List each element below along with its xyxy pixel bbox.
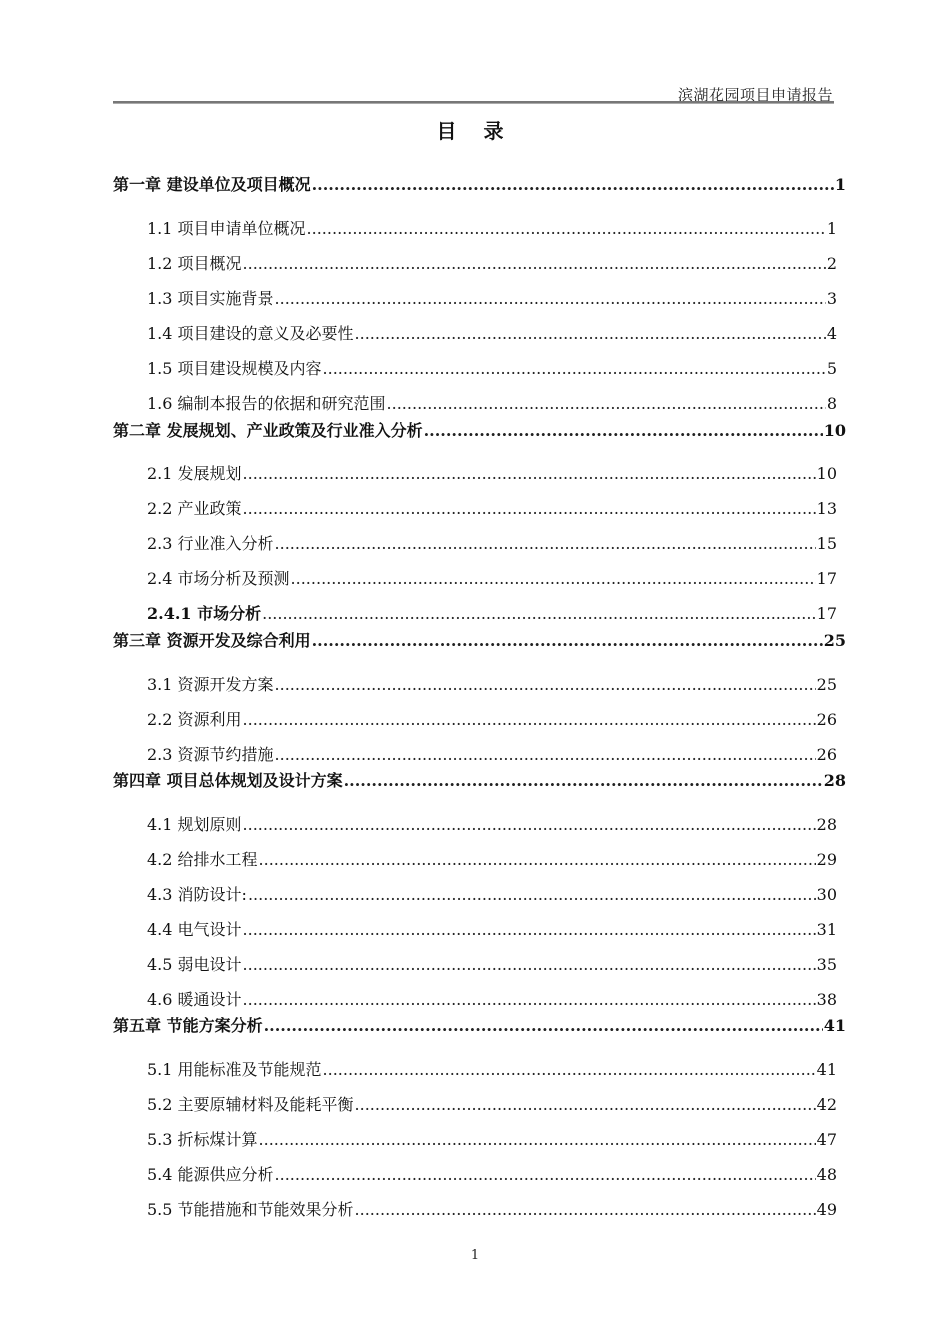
toc-page-number: 5 [826, 359, 837, 378]
dot-leader [323, 358, 826, 380]
toc-label: 第二章 发展规划、产业政策及行业准入分析 [113, 421, 423, 440]
toc-page-number: 38 [816, 990, 837, 1009]
toc-section[interactable] [147, 849, 837, 871]
dot-leader [344, 770, 823, 792]
dot-leader [387, 393, 826, 415]
toc-page-number: 25 [823, 631, 846, 650]
toc-label: 1.4 项目建设的意义及必要性 [147, 324, 354, 343]
toc-page-number: 13 [816, 499, 837, 518]
dot-leader [291, 568, 816, 590]
toc-label: 4.3 消防设计: [147, 885, 247, 904]
toc-section[interactable] [147, 1059, 837, 1081]
toc-label: 1.3 项目实施背景 [147, 289, 274, 308]
toc-section[interactable] [147, 814, 837, 836]
dot-leader [312, 174, 834, 196]
toc-label: 4.5 弱电设计 [147, 955, 242, 974]
dot-leader [262, 603, 816, 625]
dot-leader [243, 919, 816, 941]
dot-leader [264, 1015, 823, 1037]
toc-label: 第一章 建设单位及项目概况 [113, 175, 311, 194]
toc-section[interactable] [147, 884, 837, 906]
toc-label: 第四章 项目总体规划及设计方案 [113, 771, 343, 790]
toc-page-number: 28 [823, 771, 846, 790]
running-header: 滨湖花园项目申请报告 [677, 86, 833, 104]
toc-page-number: 4 [826, 324, 837, 343]
toc-label: 2.4 市场分析及预测 [147, 569, 290, 588]
dot-leader [275, 674, 816, 696]
toc-chapter[interactable] [113, 420, 846, 442]
toc-page-number: 8 [826, 394, 837, 413]
toc-title: 目 录 [436, 119, 514, 143]
toc-section[interactable] [147, 498, 837, 520]
toc-page-number: 10 [816, 464, 837, 483]
toc-section[interactable] [147, 1094, 837, 1116]
toc-section[interactable] [147, 533, 837, 555]
header-divider [113, 101, 834, 104]
toc-label: 2.4.1 市场分析 [147, 604, 262, 623]
dot-leader [259, 1129, 816, 1151]
toc-page-number: 10 [823, 421, 846, 440]
toc-label: 2.2 产业政策 [147, 499, 242, 518]
dot-leader [312, 630, 823, 652]
toc-page-number: 41 [816, 1060, 837, 1079]
toc-page-number: 25 [816, 675, 837, 694]
toc-section[interactable] [147, 919, 837, 941]
toc-page-number: 48 [816, 1165, 837, 1184]
toc-section[interactable] [147, 253, 837, 275]
toc-label: 1.6 编制本报告的依据和研究范围 [147, 394, 386, 413]
toc-section[interactable] [147, 709, 837, 731]
toc-label: 5.1 用能标准及节能规范 [147, 1060, 322, 1079]
toc-section[interactable] [147, 1199, 837, 1221]
toc-label: 第三章 资源开发及综合利用 [113, 631, 311, 650]
dot-leader [243, 253, 826, 275]
toc-page-number: 1 [834, 175, 846, 194]
dot-leader [243, 989, 816, 1011]
toc-label: 2.1 发展规划 [147, 464, 242, 483]
toc-label: 5.4 能源供应分析 [147, 1165, 274, 1184]
toc-section[interactable] [147, 288, 837, 310]
toc-label: 5.2 主要原辅材料及能耗平衡 [147, 1095, 354, 1114]
toc-section[interactable] [147, 674, 837, 696]
dot-leader [355, 1199, 816, 1221]
toc-chapter[interactable] [113, 770, 846, 792]
toc-section[interactable] [147, 989, 837, 1011]
dot-leader [275, 288, 826, 310]
toc-label: 4.4 电气设计 [147, 920, 242, 939]
toc-label: 1.1 项目申请单位概况 [147, 219, 306, 238]
toc-page-number: 3 [826, 289, 837, 308]
dot-leader [275, 1164, 816, 1186]
toc-section[interactable] [147, 1164, 837, 1186]
toc-section[interactable] [147, 744, 837, 766]
toc-page-number: 41 [823, 1016, 846, 1035]
page-number: 1 [470, 1248, 480, 1263]
dot-leader [275, 744, 816, 766]
toc-page-number: 42 [816, 1095, 837, 1114]
dot-leader [355, 323, 826, 345]
dot-leader [275, 533, 816, 555]
toc-page-number: 2 [826, 254, 837, 273]
toc-page-number: 47 [816, 1130, 837, 1149]
toc-page-number: 26 [816, 745, 837, 764]
toc-section[interactable] [147, 358, 837, 380]
toc-label: 2.3 行业准入分析 [147, 534, 274, 553]
toc-section[interactable] [147, 218, 837, 240]
toc-chapter[interactable] [113, 1015, 846, 1037]
toc-section[interactable] [147, 1129, 837, 1151]
toc-chapter[interactable] [113, 174, 846, 196]
toc-label: 5.5 节能措施和节能效果分析 [147, 1200, 354, 1219]
toc-page-number: 35 [816, 955, 837, 974]
toc-page-number: 29 [816, 850, 837, 869]
toc-section[interactable] [147, 463, 837, 485]
toc-page-number: 26 [816, 710, 837, 729]
toc-label: 1.5 项目建设规模及内容 [147, 359, 322, 378]
dot-leader [243, 463, 816, 485]
toc-page-number: 15 [816, 534, 837, 553]
dot-leader [307, 218, 826, 240]
dot-leader [323, 1059, 816, 1081]
toc-page-number: 17 [816, 569, 837, 588]
toc-label: 5.3 折标煤计算 [147, 1130, 258, 1149]
toc-label: 第五章 节能方案分析 [113, 1016, 263, 1035]
dot-leader [243, 954, 816, 976]
toc-label: 2.3 资源节约措施 [147, 745, 274, 764]
dot-leader [424, 420, 823, 442]
dot-leader [259, 849, 816, 871]
toc-page-number: 1 [826, 219, 837, 238]
toc-section[interactable] [147, 954, 837, 976]
toc-section[interactable] [147, 568, 837, 590]
toc-page-number: 17 [816, 604, 837, 623]
dot-leader [243, 709, 816, 731]
toc-section[interactable] [147, 393, 837, 415]
toc-label: 3.1 资源开发方案 [147, 675, 274, 694]
dot-leader [243, 498, 816, 520]
toc-subsection[interactable] [147, 603, 837, 625]
toc-label: 4.2 给排水工程 [147, 850, 258, 869]
toc-page-number: 30 [816, 885, 837, 904]
toc-chapter[interactable] [113, 630, 846, 652]
toc-label: 1.2 项目概况 [147, 254, 242, 273]
dot-leader [243, 814, 816, 836]
toc-label: 2.2 资源利用 [147, 710, 242, 729]
toc-page-number: 49 [816, 1200, 837, 1219]
toc-page-number: 28 [816, 815, 837, 834]
toc-label: 4.6 暖通设计 [147, 990, 242, 1009]
dot-leader [355, 1094, 816, 1116]
toc-section[interactable] [147, 323, 837, 345]
toc-page-number: 31 [816, 920, 837, 939]
toc-label: 4.1 规划原则 [147, 815, 242, 834]
dot-leader [248, 884, 816, 906]
